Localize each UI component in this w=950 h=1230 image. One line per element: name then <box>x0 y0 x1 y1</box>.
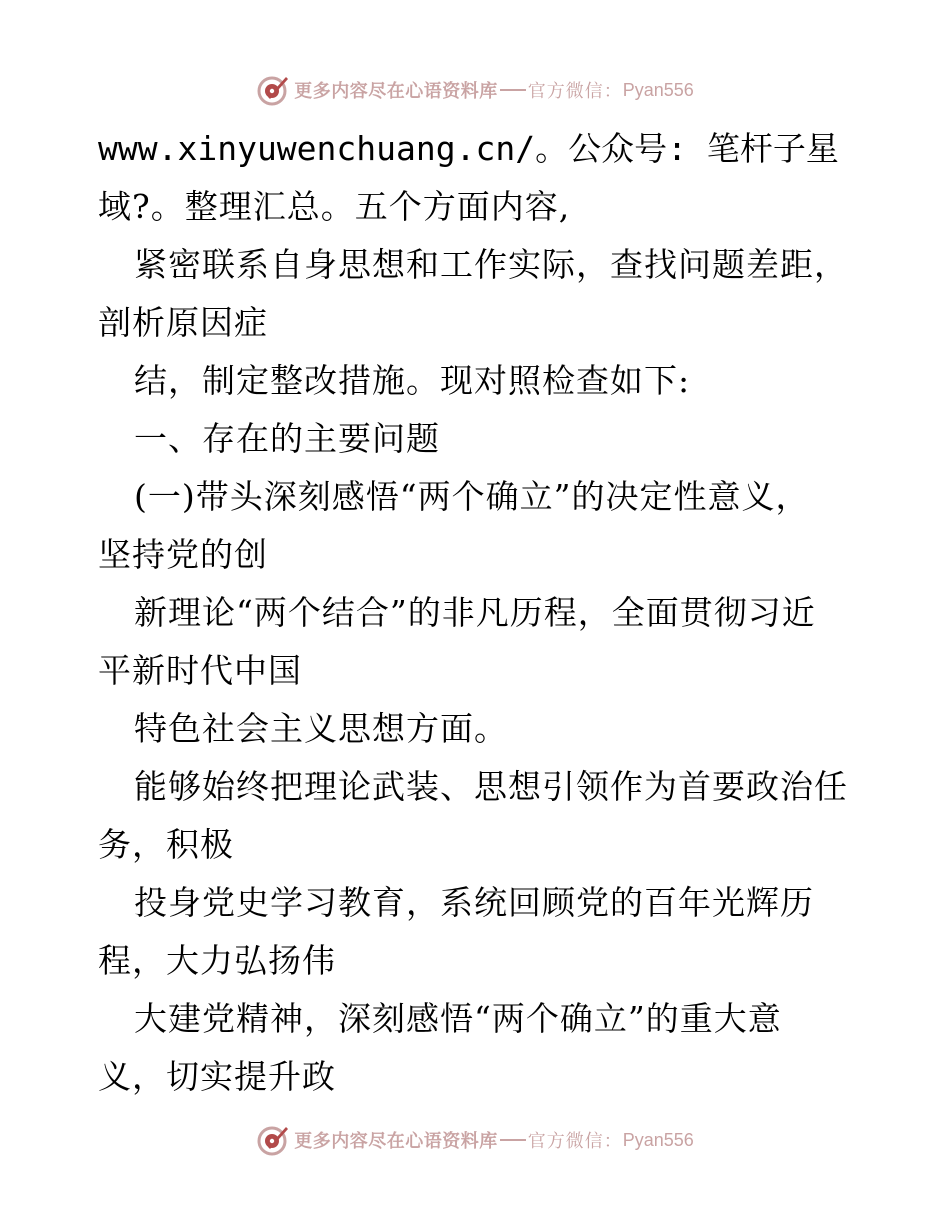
text-line: 大建党精神，深刻感悟“两个确立”的重大意 <box>134 999 782 1038</box>
text-line: 结，制定整改措施。现对照检查如下: <box>134 361 691 400</box>
text-line: 义，切实提升政 <box>98 1057 336 1096</box>
text-line: 能够始终把理论武装、思想引领作为首要政治任 <box>134 767 848 806</box>
text-line: 剖析原因症 <box>98 303 268 342</box>
footer-dash <box>500 1139 526 1141</box>
document-body <box>98 124 878 1110</box>
text-line: 程，大力弘扬伟 <box>98 941 336 980</box>
text-line: 紧密联系自身思想和工作实际，查找问题差距， <box>134 245 848 284</box>
text-line: 投身党史学习教育，系统回顾党的百年光辉历 <box>134 883 814 922</box>
text-line: 新理论“两个结合”的非凡历程，全面贯彻习近 <box>134 593 816 632</box>
text-line: 务，积极 <box>98 825 234 864</box>
subsection-heading: (一)带头深刻感悟“两个确立”的决定性意义， <box>134 477 810 516</box>
header-account: Pyan556 <box>622 79 694 100</box>
text-line: 平新时代中国 <box>98 651 302 690</box>
footer-brand: 更多内容尽在心语资料库 <box>294 1131 498 1152</box>
header-brand: 更多内容尽在心语资料库 <box>294 81 498 102</box>
section-heading: 一、存在的主要问题 <box>134 419 440 458</box>
footer-official: 官方微信： <box>527 1131 623 1152</box>
header-official: 官方微信： <box>527 81 623 102</box>
footer-account: Pyan556 <box>622 1129 694 1150</box>
text-line: 域?。整理汇总。五个方面内容, <box>98 187 571 226</box>
pen-logo-icon <box>256 73 290 107</box>
footer-watermark <box>0 1120 950 1160</box>
text-line: 坚持党的创 <box>98 535 268 574</box>
header-dash <box>500 89 526 91</box>
pen-logo-icon <box>256 1123 290 1157</box>
text-line: www.xinyuwenchuang.cn/。公众号: 笔杆子星 <box>98 129 839 168</box>
header-watermark <box>0 70 950 110</box>
text-line: 特色社会主义思想方面。 <box>134 709 508 748</box>
